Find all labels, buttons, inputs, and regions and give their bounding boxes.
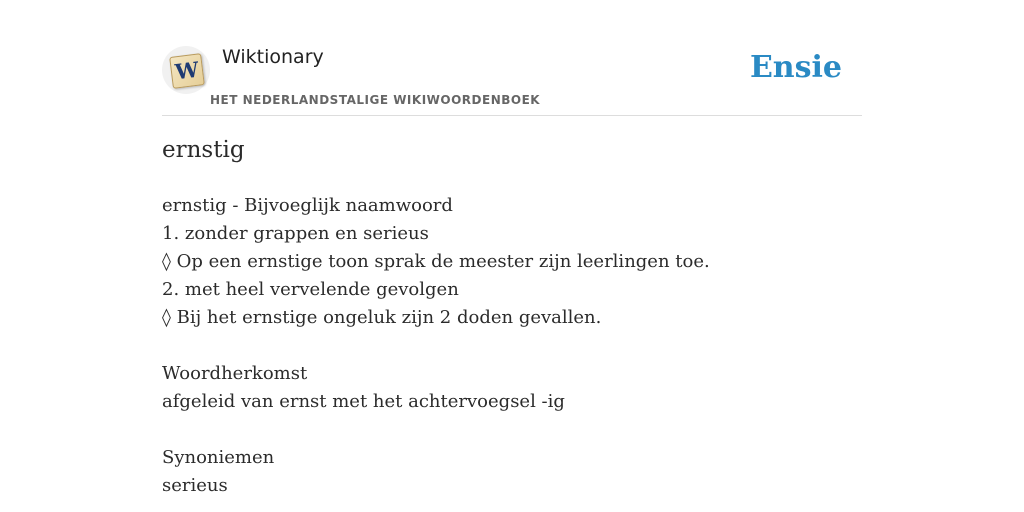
sense-example: ◊ Bij het ernstige ongeluk zijn 2 doden gevallen. (162, 307, 602, 328)
sense-definition: 2. met heel vervelende gevolgen (162, 279, 459, 300)
spacer (162, 332, 862, 360)
spacer (162, 416, 862, 444)
page-title: ernstig (162, 137, 245, 163)
synonyms-heading: Synoniemen (162, 447, 275, 468)
synonyms-text: serieus (162, 475, 228, 496)
site-subtitle: HET NEDERLANDSTALIGE WIKIWOORDENBOEK (210, 93, 541, 107)
ensie-brand-link[interactable]: Ensie (749, 50, 842, 85)
entry-content (162, 192, 862, 500)
entry-heading: ernstig - Bijvoeglijk naamwoord (162, 195, 453, 216)
etymology-heading: Woordherkomst (162, 363, 308, 384)
sense-definition: 1. zonder grappen en serieus (162, 223, 429, 244)
site-name[interactable]: Wiktionary (222, 46, 324, 68)
sense-example: ◊ Op een ernstige toon sprak de meester zijn leerlingen toe. (162, 251, 710, 272)
etymology-text: afgeleid van ernst met het achtervoegsel -ig (162, 391, 565, 412)
wiktionary-tile-icon: W (169, 53, 205, 89)
site-header (162, 46, 862, 116)
header-divider (162, 115, 862, 116)
wiktionary-logo[interactable] (162, 46, 210, 94)
